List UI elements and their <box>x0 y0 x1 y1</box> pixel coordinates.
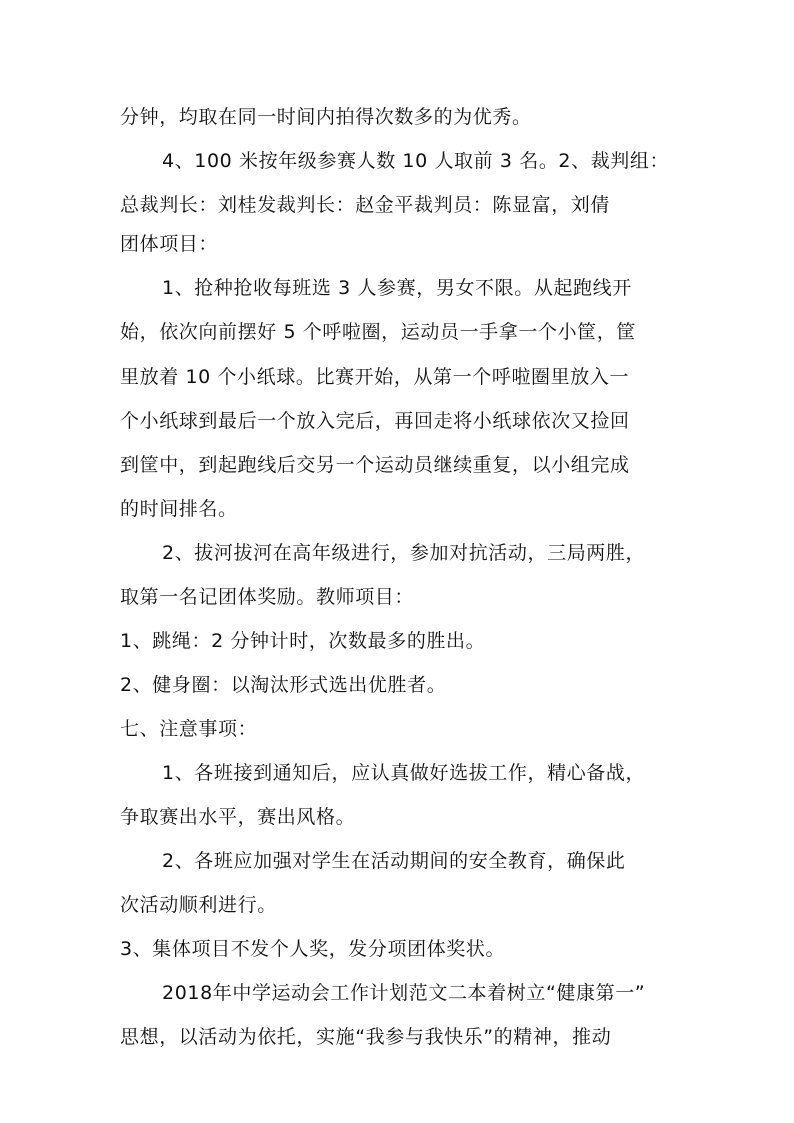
text-line: 1、各班接到通知后，应认真做好选拔工作，精心备战， <box>162 762 646 784</box>
text-line: 2018年中学运动会工作计划范文二本着树立“健康第一” <box>162 982 646 1004</box>
text-line: 争取赛出水平，赛出风格。 <box>120 806 356 828</box>
text-line: 的时间排名。 <box>120 498 238 520</box>
text-line: 总裁判长：刘桂发裁判长：赵金平裁判员：陈显富，刘倩 <box>120 194 611 216</box>
text-line: 4、100 米按年级参赛人数 10 人取前 3 名。2、裁判组： <box>162 150 670 172</box>
text-line: 1、抢种抢收每班选 3 人参赛，男女不限。从起跑线开 <box>162 277 632 299</box>
text-line: 个小纸球到最后一个放入完后，再回走将小纸球依次又捡回 <box>120 410 630 432</box>
text-line: 七、注意事项： <box>120 718 258 740</box>
text-line: 里放着 10 个小纸球。比赛开始，从第一个呼啦圈里放入一 <box>120 366 630 388</box>
text-line: 取第一名记团体奖励。教师项目： <box>120 586 415 608</box>
text-line: 2、拔河拔河在高年级进行，参加对抗活动，三局两胜， <box>162 542 646 564</box>
text-line: 3、集体项目不发个人奖，发分项团体奖状。 <box>120 938 506 960</box>
text-line: 始，依次向前摆好 5 个呼啦圈，运动员一手拿一个小筐，筐 <box>120 321 636 343</box>
text-line: 到筐中，到起跑线后交另一个运动员继续重复，以小组完成 <box>120 454 630 476</box>
text-line: 思想，以活动为依托，实施“我参与我快乐”的精神，推动 <box>120 1026 612 1048</box>
text-line: 次活动顺利进行。 <box>120 894 277 916</box>
text-line: 2、健身圈：以淘汰形式选出优胜者。 <box>120 674 447 696</box>
text-line: 团体项目： <box>120 233 219 255</box>
text-line: 1、跳绳：2 分钟计时，次数最多的胜出。 <box>120 630 486 652</box>
text-line: 2、各班应加强对学生在活动期间的安全教育，确保此 <box>162 850 626 872</box>
text-line: 分钟，均取在同一时间内拍得次数多的为优秀。 <box>120 106 532 128</box>
